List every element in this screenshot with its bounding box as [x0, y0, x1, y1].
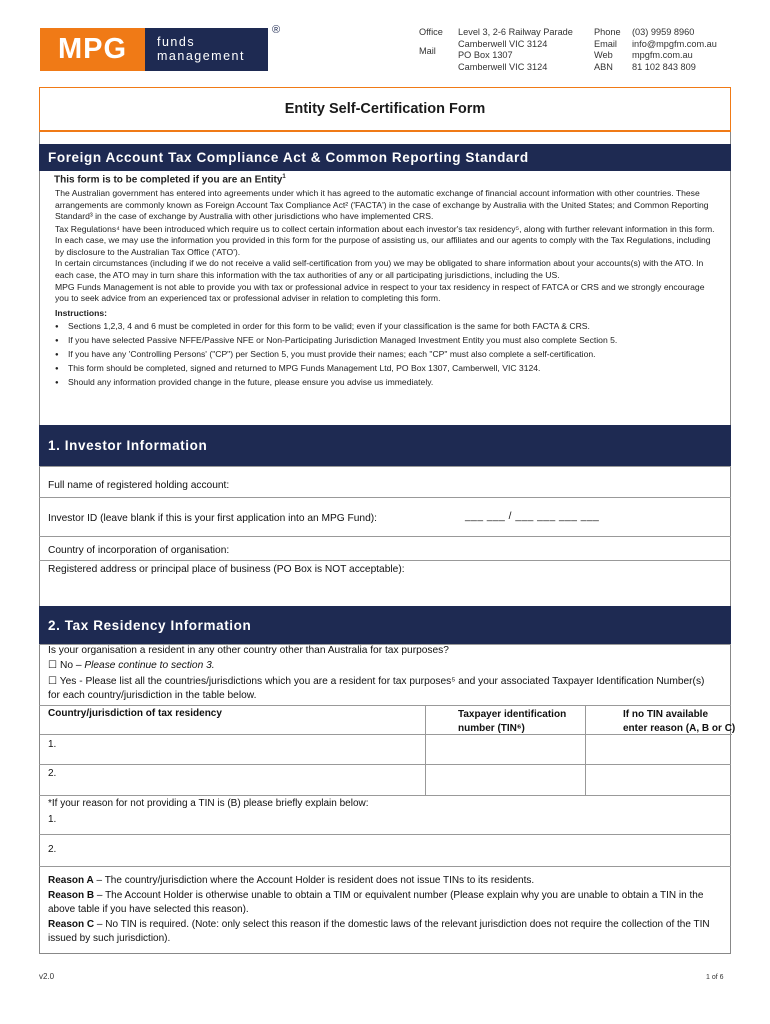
- version-label: v2.0: [39, 972, 55, 981]
- instruction-item: ● This form should be completed, signed and returned to MPG Funds Management Ltd, PO Box 1307, Camberwell, VIC 3124.: [55, 363, 720, 375]
- explain-row-2[interactable]: 2.: [48, 844, 57, 855]
- reason-b: [48, 889, 724, 918]
- fatca-para4: MPG Funds Management is not able to provide you with tax or professional advice in respect to your tax residency in respect of FATCA or CRS and we strongly encourage you to seek advice from an experienced tax or professional adviser in relation to completing this form.: [55, 281, 705, 304]
- explain-row-1[interactable]: 1.: [48, 814, 57, 825]
- reason-c-text: – No TIN is required. (Note: only select this reason if the domestic laws of the relevant jurisdiction does not require the collection of the TIN issued by such jurisdiction).: [48, 918, 710, 944]
- table-row-1[interactable]: 1.: [48, 739, 57, 750]
- investor-id-label: Investor ID (leave blank if this is your first application into an MPG Fund):: [48, 513, 377, 524]
- reason-c-label: Reason C: [48, 918, 95, 930]
- col-reason-header: [623, 708, 735, 736]
- section1-heading: 1. Investor Information: [39, 425, 731, 466]
- fatca-heading: Foreign Account Tax Compliance Act & Common Reporting Standard: [39, 144, 731, 171]
- form-title: Entity Self-Certification Form: [40, 88, 730, 130]
- no-option[interactable]: [48, 660, 215, 671]
- phone-label: Phone: [594, 27, 621, 37]
- mail-line1: PO Box 1307: [458, 50, 513, 61]
- col-tin-header-2: number (TIN⁶): [458, 723, 525, 734]
- instruction-item: ● If you have any 'Controlling Persons' ("CP") per Section 5, you must provide their names; each "CP" must also complete a self-certification.: [55, 349, 720, 361]
- registered-mark: ®: [272, 24, 281, 36]
- logo-sub-1: funds: [157, 35, 196, 49]
- fatca-body: [55, 172, 720, 391]
- mpg-logo: [40, 28, 268, 71]
- table-row-2[interactable]: 2.: [48, 768, 57, 779]
- no-option-italic: Please continue to section 3.: [84, 660, 215, 671]
- instruction-item: ● If you have selected Passive NFFE/Passive NFE or Non-Participating Jurisdiction Managed Investment Entity you must also complete Section 5.: [55, 335, 720, 347]
- no-option-prefix[interactable]: ☐ No –: [48, 660, 85, 671]
- page-number: 1 of 6: [706, 974, 724, 981]
- full-name-field-line[interactable]: [39, 497, 731, 498]
- fatca-para1: The Australian government has entered into agreements under which it has agreed to the automatic exchange of financial account information with other countries. These arrangements are commonly known as Foreign Account Tax Compliance Act² ('FACTA') in the case of exchange by Australia with the United States; and Common Reporting Standard³ in the case of exchange by Australia with other jurisdictions who have implemented CRS.: [55, 187, 709, 222]
- fatca-subheading-sup: 1: [282, 174, 286, 180]
- abn-label: ABN: [594, 61, 613, 72]
- email-label: Email: [594, 38, 617, 49]
- fatca-para3: In certain circumstances (including if we do not receive a valid self-certification from you) we may be obligated to share information about your accounts(s) with the ATO. In each case, the ATO may in turn share this information with the tax authorities of any or all participating jurisdictions, including the US.: [55, 258, 704, 281]
- reason-a: [48, 874, 724, 889]
- instruction-item: ● Sections 1,2,3, 4 and 6 must be completed in order for this form to be valid; even if your classification is the same for both FACTA & CRS.: [55, 321, 720, 333]
- investor-id-input[interactable]: ___ ___ / ___ ___ ___ ___: [465, 511, 600, 522]
- col-reason-header-2: enter reason (A, B or C): [623, 723, 736, 734]
- reason-c: [48, 918, 724, 947]
- reason-a-text: – The country/jurisdiction where the Account Holder is resident does not issue TINs to its residents.: [93, 875, 535, 886]
- office-line1: Level 3, 2-6 Railway Parade: [458, 27, 573, 37]
- logo-sub-2: management: [157, 49, 245, 63]
- reason-b-text: – The Account Holder is otherwise unable to obtain a TIM or equivalent number (Please explain why you are unable to obtain a TIN in the above table if you have selected this reason).: [48, 889, 704, 915]
- fatca-para2: Tax Regulations⁴ have been introduced which require us to collect certain information about each investor's tax residency⁵, along with further relevant information in this form. In each case, we may use the information you provided in this form for the purpose of assisting us, our affiliates and our agents to comply with the Tax Regulations, including by disclosure to the Australian Tax Office ('ATO').: [55, 223, 715, 257]
- country-label: Country of incorporation of organisation:: [48, 545, 230, 556]
- address-label: Registered address or principal place of business (PO Box is NOT acceptable):: [48, 564, 405, 575]
- col-country-header: Country/jurisdiction of tax residency: [48, 708, 222, 719]
- address-values: [458, 27, 573, 73]
- yes-option[interactable]: ☐ Yes - Please list all the countries/jurisdictions which you are a resident for tax purposes⁵ and your associated Taxpayer Identification Number(s) for each country/jurisdiction in the table below.: [48, 676, 705, 701]
- phone-value: (03) 9959 8960: [632, 27, 695, 37]
- instruction-item: ● Should any information provided change in the future, please ensure you advise us immediately.: [55, 377, 720, 389]
- email-value[interactable]: info@mpgfm.com.au: [632, 38, 717, 49]
- tax-residency-question: Is your organisation a resident in any other country other than Australia for tax purposes?: [48, 645, 449, 656]
- col-tin-header: [458, 708, 566, 736]
- address-labels: [419, 27, 443, 57]
- full-name-label: Full name of registered holding account:: [48, 480, 230, 491]
- instructions-label: Instructions:: [55, 307, 108, 318]
- office-line2: Camberwell VIC 3124: [458, 38, 548, 49]
- web-value[interactable]: mpgfm.com.au: [632, 50, 693, 61]
- explain-label: *If your reason for not providing a TIN is (B) please briefly explain below:: [48, 798, 369, 809]
- fatca-subheading-text: This form is to be completed if you are an Entity: [54, 174, 283, 186]
- web-label: Web: [594, 50, 613, 61]
- contact-labels: [594, 27, 621, 73]
- mail-label: Mail: [419, 45, 436, 56]
- col-tin-header-1: Taxpayer identification: [458, 709, 567, 720]
- reason-a-label: Reason A: [48, 875, 94, 886]
- contact-values: [632, 27, 717, 73]
- reason-b-label: Reason B: [48, 889, 95, 901]
- office-label: Office: [419, 27, 443, 37]
- mail-line2: Camberwell VIC 3124: [458, 61, 548, 72]
- instructions-list: [55, 321, 720, 389]
- country-field-line[interactable]: [39, 560, 731, 561]
- logo-funds-management: [145, 28, 268, 71]
- abn-value: 81 102 843 809: [632, 61, 696, 72]
- fatca-subheading: [54, 172, 720, 186]
- section2-heading: 2. Tax Residency Information: [39, 606, 731, 644]
- reasons-block: [48, 874, 724, 947]
- logo-mpg-text: MPG: [40, 28, 145, 71]
- col-reason-header-1: If no TIN available: [623, 709, 709, 720]
